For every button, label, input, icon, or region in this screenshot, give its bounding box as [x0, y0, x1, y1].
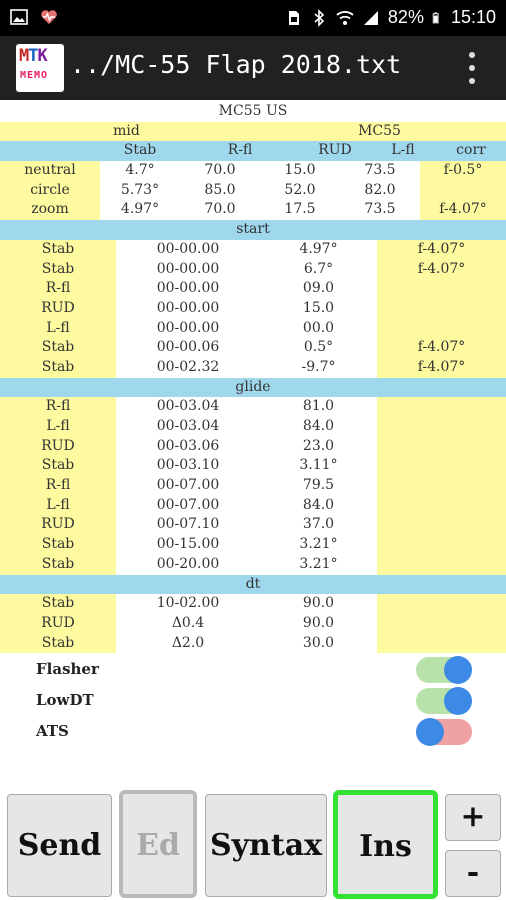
program-corr: [377, 397, 506, 417]
program-corr: [377, 535, 506, 555]
settings-cell: 70.0: [180, 161, 260, 181]
program-value: 84.0: [260, 496, 377, 516]
program-time: 00-00.00: [116, 240, 260, 260]
program-row[interactable]: [0, 476, 506, 496]
program-time: 00-03.04: [116, 397, 260, 417]
program-name: L-fl: [0, 496, 116, 516]
program-time: 00-20.00: [116, 555, 260, 575]
toggle-label: LowDT: [36, 691, 94, 709]
toggle-switch-lowdt[interactable]: [416, 688, 472, 714]
program-time: Δ2.0: [116, 634, 260, 654]
program-name: Stab: [0, 456, 116, 476]
program-time: 00-03.10: [116, 456, 260, 476]
settings-cell: 82.0: [340, 181, 420, 201]
settings-cell: 15.0: [260, 161, 340, 181]
column-header: corr: [436, 141, 506, 161]
program-row[interactable]: [0, 437, 506, 457]
settings-cell: [420, 181, 506, 201]
column-header-blank: [0, 141, 100, 161]
toggle-knob: [444, 687, 472, 715]
mid-label: mid: [0, 122, 253, 142]
program-row[interactable]: [0, 555, 506, 575]
image-icon: [10, 8, 28, 26]
program-value: 3.11°: [260, 456, 377, 476]
heart-monitor-icon: [40, 8, 58, 26]
program-name: Stab: [0, 260, 116, 280]
program-value: 79.5: [260, 476, 377, 496]
program-value: 37.0: [260, 515, 377, 535]
program-time: 00-07.00: [116, 476, 260, 496]
program-corr: [377, 476, 506, 496]
program-row[interactable]: [0, 397, 506, 417]
edit-button[interactable]: Ed: [119, 790, 197, 898]
send-button[interactable]: Send: [7, 794, 112, 897]
insert-button[interactable]: Ins: [333, 790, 438, 899]
settings-cell: 4.7°: [100, 161, 180, 181]
minus-button[interactable]: -: [445, 850, 501, 897]
settings-row-name: neutral: [0, 161, 100, 181]
settings-row[interactable]: [0, 161, 506, 181]
column-header: R-fl: [180, 141, 300, 161]
program-corr: [377, 279, 506, 299]
overflow-menu-icon[interactable]: [468, 52, 476, 84]
program-row[interactable]: [0, 299, 506, 319]
program-name: Stab: [0, 535, 116, 555]
model-label: MC55: [253, 122, 506, 142]
battery-percent: 82%: [387, 7, 424, 27]
program-corr: [377, 417, 506, 437]
settings-cell: 5.73°: [100, 181, 180, 201]
plus-button[interactable]: +: [445, 794, 501, 841]
column-header: Stab: [100, 141, 180, 161]
program-time: 00-03.04: [116, 417, 260, 437]
program-value: 15.0: [260, 299, 377, 319]
status-bar: [0, 0, 506, 36]
section-title: start: [0, 220, 506, 240]
settings-cell: 73.5: [340, 161, 420, 181]
program-name: Stab: [0, 338, 116, 358]
program-name: L-fl: [0, 319, 116, 339]
program-time: 00-15.00: [116, 535, 260, 555]
program-name: RUD: [0, 614, 116, 634]
program-corr: [377, 594, 506, 614]
status-right: [284, 7, 496, 28]
section-header-glide[interactable]: [0, 378, 506, 398]
program-row[interactable]: [0, 456, 506, 476]
program-value: 81.0: [260, 397, 377, 417]
program-corr: [377, 437, 506, 457]
program-corr: f-4.07°: [377, 358, 506, 378]
program-value: 3.21°: [260, 535, 377, 555]
program-value: -9.7°: [260, 358, 377, 378]
program-value: 90.0: [260, 594, 377, 614]
program-name: Stab: [0, 358, 116, 378]
program-corr: f-4.07°: [377, 240, 506, 260]
group-label-row[interactable]: [0, 122, 506, 142]
program-value: 30.0: [260, 634, 377, 654]
program-row[interactable]: [0, 338, 506, 358]
program-row[interactable]: [0, 260, 506, 280]
program-corr: f-4.07°: [377, 338, 506, 358]
settings-cell: f-0.5°: [420, 161, 506, 181]
program-corr: [377, 614, 506, 634]
app-bar: [0, 36, 506, 100]
settings-cell: f-4.07°: [420, 200, 506, 220]
program-corr: [377, 299, 506, 319]
program-value: 09.0: [260, 279, 377, 299]
program-value: 84.0: [260, 417, 377, 437]
program-row[interactable]: [0, 358, 506, 378]
section-title: dt: [0, 575, 506, 595]
program-time: 00-00.00: [116, 299, 260, 319]
toggle-knob: [444, 656, 472, 684]
program-row[interactable]: [0, 515, 506, 535]
program-value: 4.97°: [260, 240, 377, 260]
settings-cell: 73.5: [340, 200, 420, 220]
app-logo: [16, 44, 64, 92]
program-name: R-fl: [0, 476, 116, 496]
settings-row[interactable]: [0, 181, 506, 201]
column-header-row[interactable]: [0, 141, 506, 161]
logo-mtk: MTK: [19, 46, 47, 66]
program-row[interactable]: [0, 634, 506, 654]
battery-icon: [432, 9, 443, 27]
settings-row[interactable]: [0, 200, 506, 220]
program-corr: [377, 515, 506, 535]
toggle-row-ats: [0, 717, 506, 748]
program-name: Stab: [0, 555, 116, 575]
logo-memo: MEMO: [20, 70, 49, 81]
program-corr: [377, 456, 506, 476]
settings-cell: 4.97°: [100, 200, 180, 220]
program-row[interactable]: [0, 614, 506, 634]
settings-cell: 85.0: [180, 181, 260, 201]
program-corr: f-4.07°: [377, 260, 506, 280]
toggle-label: ATS: [36, 722, 69, 740]
program-corr: [377, 496, 506, 516]
program-time: 00-03.06: [116, 437, 260, 457]
program-name: Stab: [0, 634, 116, 654]
table-title-row[interactable]: [0, 102, 506, 122]
syntax-button[interactable]: Syntax: [205, 794, 327, 897]
program-name: RUD: [0, 299, 116, 319]
toggle-switch-ats[interactable]: [416, 719, 472, 745]
column-header: RUD: [300, 141, 370, 161]
settings-cell: 52.0: [260, 181, 340, 201]
status-left: [10, 8, 58, 26]
program-row[interactable]: [0, 240, 506, 260]
program-row[interactable]: [0, 319, 506, 339]
section-title: glide: [0, 378, 506, 398]
program-corr: [377, 319, 506, 339]
program-time: 10-02.00: [116, 594, 260, 614]
toggle-switch-flasher[interactable]: [416, 657, 472, 683]
program-time: 00-00.00: [116, 260, 260, 280]
toggle-knob: [416, 718, 444, 746]
program-value: 3.21°: [260, 555, 377, 575]
memo-table: [0, 102, 506, 653]
sim-card-icon: [284, 9, 302, 27]
file-title: ../MC-55 Flap 2018.txt: [70, 50, 402, 79]
program-time: Δ0.4: [116, 614, 260, 634]
program-name: L-fl: [0, 417, 116, 437]
program-corr: [377, 634, 506, 654]
clock: 15:10: [450, 7, 496, 27]
program-row[interactable]: [0, 535, 506, 555]
program-name: R-fl: [0, 397, 116, 417]
program-name: Stab: [0, 240, 116, 260]
program-name: Stab: [0, 594, 116, 614]
program-value: 0.5°: [260, 338, 377, 358]
toggle-row-lowdt: [0, 686, 506, 717]
program-value: 90.0: [260, 614, 377, 634]
wifi-icon: [336, 9, 354, 27]
program-name: RUD: [0, 515, 116, 535]
program-corr: [377, 555, 506, 575]
settings-cell: 70.0: [180, 200, 260, 220]
program-value: 6.7°: [260, 260, 377, 280]
program-value: 00.0: [260, 319, 377, 339]
program-time: 00-02.32: [116, 358, 260, 378]
settings-row-name: zoom: [0, 200, 100, 220]
signal-icon: [362, 9, 380, 27]
program-time: 00-00.00: [116, 279, 260, 299]
program-time: 00-07.10: [116, 515, 260, 535]
program-name: RUD: [0, 437, 116, 457]
settings-cell: 17.5: [260, 200, 340, 220]
program-row[interactable]: [0, 417, 506, 437]
toggle-label: Flasher: [36, 660, 99, 678]
toggle-list: [0, 655, 506, 748]
program-row[interactable]: [0, 496, 506, 516]
program-row[interactable]: [0, 594, 506, 614]
program-row[interactable]: [0, 279, 506, 299]
program-time: 00-00.00: [116, 319, 260, 339]
settings-row-name: circle: [0, 181, 100, 201]
program-time: 00-07.00: [116, 496, 260, 516]
section-header-dt[interactable]: [0, 575, 506, 595]
program-value: 23.0: [260, 437, 377, 457]
program-time: 00-00.06: [116, 338, 260, 358]
column-header: L-fl: [370, 141, 436, 161]
section-header-start[interactable]: [0, 220, 506, 240]
bluetooth-icon: [310, 9, 328, 27]
table-title: MC55 US: [0, 102, 506, 122]
toggle-row-flasher: [0, 655, 506, 686]
program-name: R-fl: [0, 279, 116, 299]
